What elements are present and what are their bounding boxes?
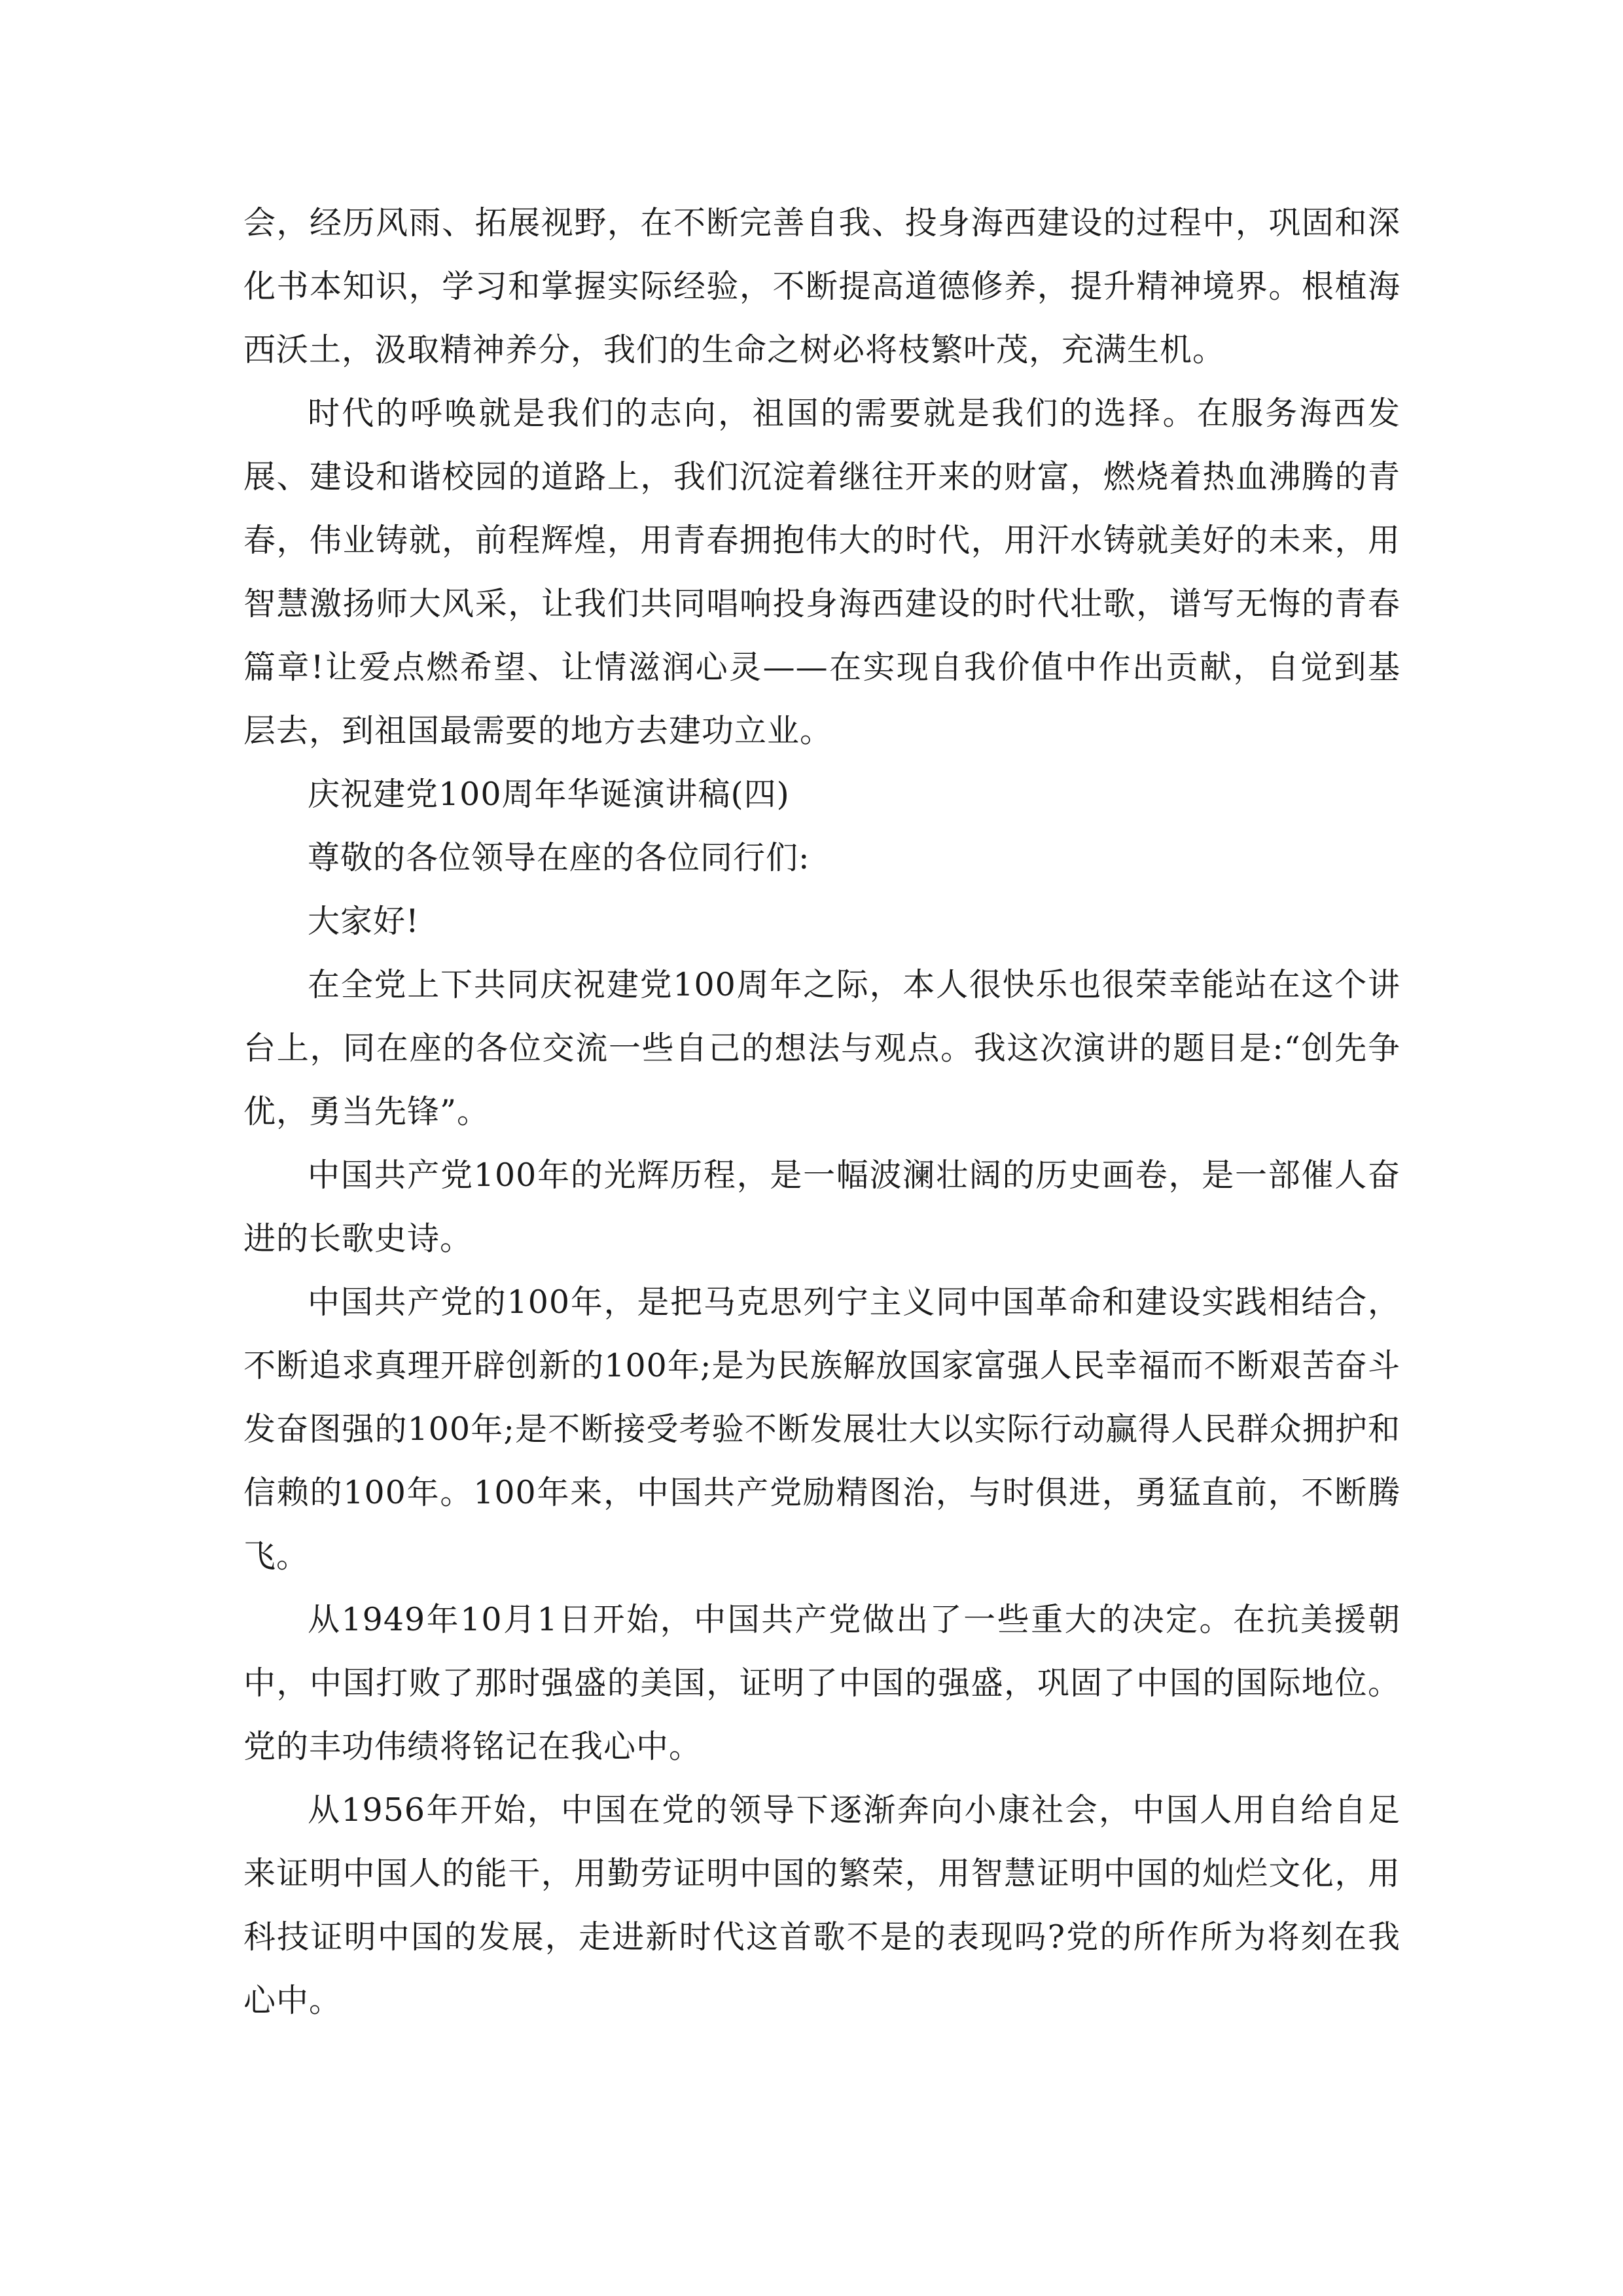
paragraph: 中国共产党100年的光辉历程，是一幅波澜壮阔的历史画卷，是一部催人奋进的长歌史诗。	[243, 1157, 1400, 1257]
paragraph-continuation: 会，经历风雨、拓展视野，在不断完善自我、投身海西建设的过程中，巩固和深化书本知识，学习和掌握实际经验，不断提高道德修养，提升精神境界。根植海西沃土，汲取精神养分，我们的生命之树必将枝繁叶茂，充满生机。	[243, 204, 1400, 368]
paragraph: 从1949年10月1日开始，中国共产党做出了一些重大的决定。在抗美援朝中，中国打败了那时强盛的美国，证明了中国的强盛，巩固了中国的国际地位。党的丰功伟绩将铭记在我心中。	[243, 1601, 1400, 1765]
paragraph: 从1956年开始，中国在党的领导下逐渐奔向小康社会，中国人用自给自足来证明中国人的能干，用勤劳证明中国的繁荣，用智慧证明中国的灿烂文化，用科技证明中国的发展，走进新时代这首歌不是的表现吗?党的所作所为将刻在我心中。	[243, 1791, 1400, 2019]
paragraph: 中国共产党的100年，是把马克思列宁主义同中国革命和建设实践相结合，不断追求真理开辟创新的100年;是为民族解放国家富强人民幸福而不断艰苦奋斗发奋图强的100年;是不断接受考验不断发展壮大以实际行动赢得人民群众拥护和信赖的100年。100年来，中国共产党励精图治，与时俱进，勇猛直前，不断腾飞。	[243, 1283, 1400, 1575]
document-body	[243, 191, 1400, 2032]
paragraph: 时代的呼唤就是我们的志向，祖国的需要就是我们的选择。在服务海西发展、建设和谐校园的道路上，我们沉淀着继往开来的财富，燃烧着热血沸腾的青春，伟业铸就，前程辉煌，用青春拥抱伟大的时代，用汗水铸就美好的未来，用智慧激扬师大风采，让我们共同唱响投身海西建设的时代壮歌，谱写无悔的青春篇章!让爱点燃希望、让情滋润心灵——在实现自我价值中作出贡献，自觉到基层去，到祖国最需要的地方去建功立业。	[243, 395, 1400, 749]
salutation: 尊敬的各位领导在座的各位同行们:	[308, 839, 810, 876]
greeting: 大家好!	[308, 903, 419, 940]
speech-title: 庆祝建党100周年华诞演讲稿(四)	[308, 776, 790, 813]
paragraph: 在全党上下共同庆祝建党100周年之际，本人很快乐也很荣幸能站在这个讲台上，同在座的各位交流一些自己的想法与观点。我这次演讲的题目是:“创先争优，勇当先锋”。	[243, 966, 1400, 1130]
